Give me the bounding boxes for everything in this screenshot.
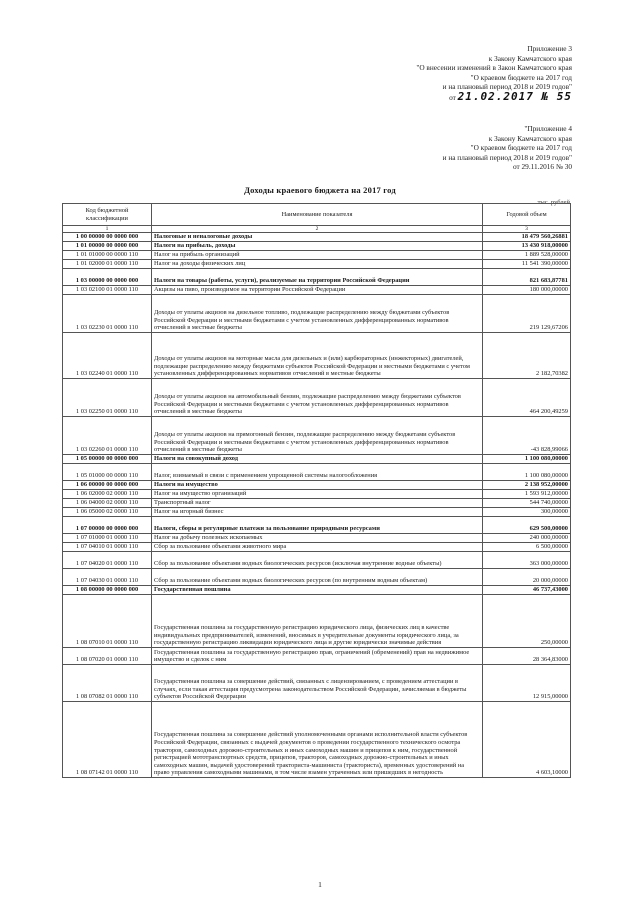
row-code: 1 08 07142 01 0000 110 xyxy=(63,702,152,778)
row-code: 1 08 00000 00 0000 000 xyxy=(63,586,152,595)
column-number-2: 2 xyxy=(152,226,483,233)
document-title: Доходы краевого бюджета на 2017 год xyxy=(244,185,396,195)
row-code: 1 01 02000 01 0000 110 xyxy=(63,260,152,269)
table-header-row xyxy=(63,204,571,226)
table-row xyxy=(63,534,571,543)
row-name: Сбор за пользование объектами животного мира xyxy=(152,543,483,552)
row-code: 1 06 04000 02 0000 110 xyxy=(63,499,152,508)
row-code: 1 07 04020 01 0000 110 xyxy=(63,552,152,569)
row-name: Государственная пошлина за совершение действий уполномоченными органами исполнительной власти субъектов Российской Федерации, связанных с выдачей документов о проведении государственного технического осмотра тракторов, самоходных дорожно-строительных и иных самоходных машин и прицепов к ним, государственной регистрацией мототранспортных средств, прицепов, тракторов, самоходных дорожно-строительных и иных самоходных машин, выдачей удостоверений тракториста-машиниста (тракториста), временных удостоверений на право управления самоходными машинами, в том числе взамен утраченных или пришедших в негодность xyxy=(152,702,483,778)
table-row xyxy=(63,295,571,333)
header-amount: Годовой объем xyxy=(483,204,571,226)
header-code: Код бюджетной классификации xyxy=(63,204,152,226)
date-prefix: от xyxy=(449,92,456,102)
table-row xyxy=(63,595,571,648)
appendix-3-line-5: и на плановый период 2018 и 2019 годов" xyxy=(442,82,572,92)
table-row xyxy=(63,586,571,595)
appendix-3-line-2: к Закону Камчатского края xyxy=(488,53,572,63)
row-amount: 2 182,70382 xyxy=(483,333,571,379)
row-name: Налоги на товары (работы, услуги), реализуемые на территории Российской Федерации xyxy=(152,269,483,286)
row-amount: 12 915,00000 xyxy=(483,665,571,702)
table-row xyxy=(63,569,571,586)
table-row xyxy=(63,269,571,286)
table-row xyxy=(63,260,571,269)
row-amount: 180 000,00000 xyxy=(483,286,571,295)
row-name: Налог на игорный бизнес xyxy=(152,508,483,517)
row-amount: 13 430 918,00000 xyxy=(483,242,571,251)
appendix-3-date-line xyxy=(416,89,572,103)
table-row xyxy=(63,286,571,295)
row-name: Доходы от уплаты акцизов на прямогонный бензин, подлежащие распределению между бюджетами субъектов Российской Федерации и местными бюджетами с учетом установленных дифференцированных нормативов отчислений в местные бюджеты xyxy=(152,417,483,455)
appendix-4-line-5: от 29.11.2016 № 30 xyxy=(512,162,572,172)
row-amount: 363 000,00000 xyxy=(483,552,571,569)
row-code: 1 00 00000 00 0000 000 xyxy=(63,233,152,242)
table-row xyxy=(63,379,571,417)
row-name: Государственная пошлина за государственную регистрацию прав, ограничений (обременений) прав на недвижимое имущество и сделок с ним xyxy=(152,648,483,665)
row-amount: 2 138 952,00000 xyxy=(483,481,571,490)
row-name: Налог на добычу полезных ископаемых xyxy=(152,534,483,543)
row-amount: 544 740,00000 xyxy=(483,499,571,508)
row-amount: -43 828,99066 xyxy=(483,417,571,455)
row-code: 1 08 07010 01 0000 110 xyxy=(63,595,152,648)
row-amount: 464 200,49259 xyxy=(483,379,571,417)
table-row xyxy=(63,490,571,499)
row-name: Налог на имущество организаций xyxy=(152,490,483,499)
column-number-3: 3 xyxy=(483,226,571,233)
row-code: 1 07 04030 01 0000 110 xyxy=(63,569,152,586)
table-row xyxy=(63,648,571,665)
appendix-4-header xyxy=(443,124,572,172)
column-number-1: 1 xyxy=(63,226,152,233)
table-row xyxy=(63,464,571,481)
table-row xyxy=(63,233,571,242)
row-code: 1 03 02260 01 0000 110 xyxy=(63,417,152,455)
row-code: 1 01 00000 00 0000 000 xyxy=(63,242,152,251)
row-code: 1 06 00000 00 0000 000 xyxy=(63,481,152,490)
row-code: 1 06 05000 02 0000 110 xyxy=(63,508,152,517)
table-row xyxy=(63,702,571,778)
row-amount: 1 100 080,00000 xyxy=(483,464,571,481)
row-amount: 6 500,00000 xyxy=(483,543,571,552)
row-name: Налог, взимаемый в связи с применением упрощенной системы налогообложения xyxy=(152,464,483,481)
row-name: Налог на доходы физических лиц xyxy=(152,260,483,269)
row-code: 1 03 02250 01 0000 110 xyxy=(63,379,152,417)
row-name: Налоги на совокупный доход xyxy=(152,455,483,464)
row-amount: 18 479 560,26881 xyxy=(483,233,571,242)
row-amount: 219 129,67206 xyxy=(483,295,571,333)
units-label: тыс. рублей xyxy=(537,199,570,206)
row-name: Налоги, сборы и регулярные платежи за пользование природными ресурсами xyxy=(152,517,483,534)
page-number: 1 xyxy=(318,880,322,889)
table-row xyxy=(63,499,571,508)
row-name: Налоги на прибыль, доходы xyxy=(152,242,483,251)
appendix-3-header xyxy=(416,44,572,103)
table-row xyxy=(63,455,571,464)
table-row xyxy=(63,543,571,552)
row-code: 1 05 00000 00 0000 000 xyxy=(63,455,152,464)
row-name: Сбор за пользование объектами водных биологических ресурсов (по внутренним водным объектам) xyxy=(152,569,483,586)
revenue-table xyxy=(62,203,571,778)
row-name: Государственная пошлина за совершение действий, связанных с лицензированием, с проведением аттестации в случаях, если такая аттестация предусмотрена законодательством Российской Федерации, зачисляемая в бюджеты субъектов Российской Федерации xyxy=(152,665,483,702)
row-name: Налоги на имущество xyxy=(152,481,483,490)
row-code: 1 05 01000 00 0000 110 xyxy=(63,464,152,481)
row-amount: 821 683,87781 xyxy=(483,269,571,286)
row-amount: 250,00000 xyxy=(483,595,571,648)
row-name: Налог на прибыль организаций xyxy=(152,251,483,260)
table-row xyxy=(63,508,571,517)
table-row xyxy=(63,517,571,534)
appendix-3-line-1: Приложение 3 xyxy=(527,44,572,53)
row-code: 1 06 02000 02 0000 110 xyxy=(63,490,152,499)
row-name: Государственная пошлина xyxy=(152,586,483,595)
appendix-4-line-4: и на плановый период 2018 и 2019 годов" xyxy=(442,152,572,162)
table-row xyxy=(63,481,571,490)
row-code: 1 08 07082 01 0000 110 xyxy=(63,665,152,702)
row-amount: 46 737,43000 xyxy=(483,586,571,595)
row-amount: 4 603,10000 xyxy=(483,702,571,778)
table-row xyxy=(63,251,571,260)
row-amount: 28 364,83000 xyxy=(483,648,571,665)
table-row xyxy=(63,417,571,455)
handwritten-date-number: 21.02.2017 № 55 xyxy=(457,89,572,103)
row-amount: 11 541 390,00000 xyxy=(483,260,571,269)
row-code: 1 03 02100 01 0000 110 xyxy=(63,286,152,295)
table-row xyxy=(63,333,571,379)
row-name: Налоговые и неналоговые доходы xyxy=(152,233,483,242)
row-name: Доходы от уплаты акцизов на дизельное топливо, подлежащие распределению между бюджетами субъектов Российской Федерации и местными бюджетами с учетом установленных дифференцированных нормативов отчислений в местные бюджеты xyxy=(152,295,483,333)
row-code: 1 03 02240 01 0000 110 xyxy=(63,333,152,379)
row-name: Государственная пошлина за государственную регистрацию юридического лица, физических лиц в качестве индивидуальных предпринимателей, изменений, вносимых в учредительные документы юридического лица, за государственную регистрацию ликвидации юридического лица и другие юридически значимые действия xyxy=(152,595,483,648)
row-amount: 20 000,00000 xyxy=(483,569,571,586)
row-code: 1 03 00000 00 0000 000 xyxy=(63,269,152,286)
row-amount: 1 100 080,00000 xyxy=(483,455,571,464)
table-row xyxy=(63,242,571,251)
appendix-4-line-3: "О краевом бюджете на 2017 год xyxy=(470,143,572,153)
row-code: 1 07 00000 00 0000 000 xyxy=(63,517,152,534)
row-code: 1 08 07020 01 0000 110 xyxy=(63,648,152,665)
row-name: Акцизы на пиво, производимое на территории Российской Федерации xyxy=(152,286,483,295)
column-number-row xyxy=(63,226,571,233)
header-name: Наименование показателя xyxy=(152,204,483,226)
appendix-4-line-2: к Закону Камчатского края xyxy=(488,133,572,143)
row-code: 1 07 04010 01 0000 110 xyxy=(63,543,152,552)
appendix-3-line-4: "О краевом бюджете на 2017 год xyxy=(470,72,572,82)
row-amount: 1 593 912,00000 xyxy=(483,490,571,499)
row-amount: 300,00000 xyxy=(483,508,571,517)
row-name: Доходы от уплаты акцизов на моторные масла для дизельных и (или) карбюраторных (инжекторных) двигателей, подлежащие распределению между бюджетами субъектов Российской Федерации и местными бюджетами с учетом установленных дифференцированных нормативов отчислений в местные бюджеты xyxy=(152,333,483,379)
row-amount: 629 500,00000 xyxy=(483,517,571,534)
row-amount: 1 889 528,00000 xyxy=(483,251,571,260)
table-row xyxy=(63,665,571,702)
table-row xyxy=(63,552,571,569)
row-code: 1 07 01000 01 0000 110 xyxy=(63,534,152,543)
row-code: 1 01 01000 00 0000 110 xyxy=(63,251,152,260)
appendix-3-line-3: "О внесении изменений в Закон Камчатского края xyxy=(416,63,572,73)
row-name: Доходы от уплаты акцизов на автомобильный бензин, подлежащие распределению между бюджетами субъектов Российской Федерации и местными бюджетами с учетом установленных дифференцированных нормативов отчислений в местные бюджеты xyxy=(152,379,483,417)
row-name: Сбор за пользование объектами водных биологических ресурсов (исключая внутренние водные объекты) xyxy=(152,552,483,569)
row-name: Транспортный налог xyxy=(152,499,483,508)
row-amount: 240 000,00000 xyxy=(483,534,571,543)
appendix-4-line-1: "Приложение 4 xyxy=(524,124,572,133)
row-code: 1 03 02230 01 0000 110 xyxy=(63,295,152,333)
